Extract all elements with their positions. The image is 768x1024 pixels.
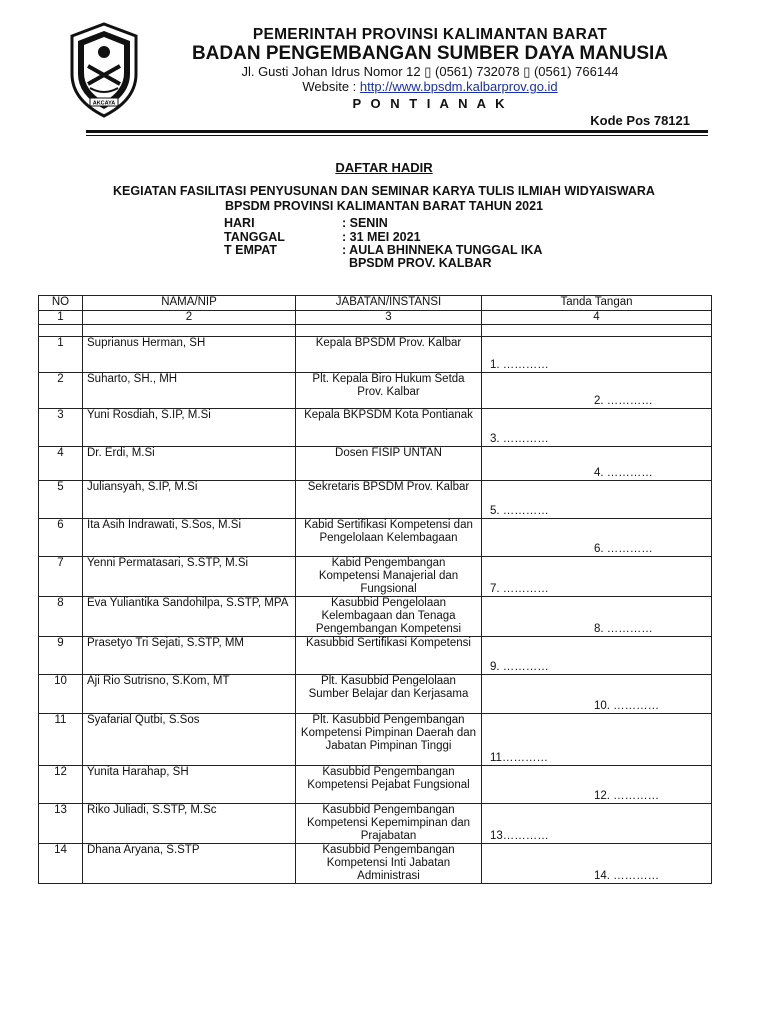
signature-line: 8. …………: [594, 623, 653, 635]
row-name: Yuni Rosdiah, S.IP, M.Si: [83, 409, 296, 447]
table-row: [39, 675, 712, 714]
row-position: Kasubbid Pengelolaan Kelembagaan dan Tenaga Pengembangan Kompetensi: [296, 597, 482, 637]
row-name: Aji Rio Sutrisno, S.Kom, MT: [83, 675, 296, 714]
table-row: [39, 597, 712, 637]
row-number: 1: [39, 337, 83, 373]
signature-line: 11…………: [490, 752, 548, 764]
table-row: [39, 519, 712, 557]
colnum-2: 2: [83, 311, 296, 325]
table-row: [39, 337, 712, 373]
table-row: [39, 637, 712, 675]
row-name: Juliansyah, S.IP, M.Si: [83, 481, 296, 519]
row-number: 7: [39, 557, 83, 597]
row-name: Suprianus Herman, SH: [83, 337, 296, 373]
row-signature-cell[interactable]: [482, 714, 712, 766]
row-number: 6: [39, 519, 83, 557]
row-position: Kasubbid Pengembangan Kompetensi Pejabat Fungsional: [296, 766, 482, 804]
row-position: Dosen FISIP UNTAN: [296, 447, 482, 481]
website-label: Website :: [302, 79, 360, 94]
row-name: Yunita Harahap, SH: [83, 766, 296, 804]
signature-line: 6. …………: [594, 543, 653, 555]
signature-line: 14. …………: [594, 870, 660, 882]
row-number: 11: [39, 714, 83, 766]
table-row: [39, 714, 712, 766]
row-signature-cell[interactable]: [482, 597, 712, 637]
row-position: Plt. Kasubbid Pengelolaan Sumber Belajar dan Kerjasama: [296, 675, 482, 714]
row-signature-cell[interactable]: [482, 373, 712, 409]
row-signature-cell[interactable]: [482, 447, 712, 481]
row-position: Kasubbid Pengembangan Kompetensi Inti Jabatan Administrasi: [296, 844, 482, 884]
header-position: JABATAN/INSTANSI: [296, 296, 482, 311]
colnum-4: 4: [482, 311, 712, 325]
agency-address: Jl. Gusti Johan Idrus Nomor 12 ▯ (0561) 732078 ▯ (0561) 766144: [241, 64, 619, 79]
row-position: Kasubbid Sertifikasi Kompetensi: [296, 637, 482, 675]
letterhead-rule-thick: [86, 130, 708, 133]
table-row: [39, 409, 712, 447]
row-name: Dr. Erdi, M.Si: [83, 447, 296, 481]
government-name: PEMERINTAH PROVINSI KALIMANTAN BARAT: [252, 26, 608, 43]
signature-line: 3. …………: [490, 433, 549, 445]
document-title: DAFTAR HADIR: [335, 160, 433, 175]
postal-code: Kode Pos 78121: [590, 113, 690, 128]
info-place: [224, 243, 542, 257]
table-header-row: [39, 296, 712, 311]
row-position: Kepala BKPSDM Kota Pontianak: [296, 409, 482, 447]
row-signature-cell[interactable]: [482, 766, 712, 804]
header-no: NO: [39, 296, 83, 311]
info-label: HARI: [224, 216, 255, 230]
row-number: 13: [39, 804, 83, 844]
signature-line: 4. …………: [594, 467, 653, 479]
info-day: [224, 216, 388, 230]
row-name: Syafarial Qutbi, S.Sos: [83, 714, 296, 766]
signature-line: 10. …………: [594, 700, 660, 712]
table-spacer-row: [39, 325, 712, 337]
row-signature-cell[interactable]: [482, 675, 712, 714]
row-name: Riko Juliadi, S.STP, M.Sc: [83, 804, 296, 844]
row-number: 4: [39, 447, 83, 481]
table-row: [39, 373, 712, 409]
table-row: [39, 557, 712, 597]
info-value: : 31 MEI 2021: [342, 230, 421, 244]
logo-motto-text: AKCAYA: [92, 100, 116, 107]
row-position: Kabid Pengembangan Kompetensi Manajerial dan Fungsional: [296, 557, 482, 597]
letterhead-rule-thin: [86, 135, 708, 136]
row-number: 12: [39, 766, 83, 804]
row-position: Plt. Kasubbid Pengembangan Kompetensi Pimpinan Daerah dan Jabatan Pimpinan Tinggi: [296, 714, 482, 766]
row-position: Kepala BPSDM Prov. Kalbar: [296, 337, 482, 373]
signature-line: 1. …………: [490, 359, 549, 371]
signature-line: 2. …………: [594, 395, 653, 407]
table-row: [39, 481, 712, 519]
table-row: [39, 844, 712, 884]
info-place-cont: [224, 256, 492, 270]
info-value: : AULA BHINNEKA TUNGGAL IKA: [342, 243, 543, 257]
table-colnum-row: [39, 311, 712, 325]
signature-line: 7. …………: [490, 583, 549, 595]
info-value: BPSDM PROV. KALBAR: [342, 256, 492, 270]
signature-line: 9. …………: [490, 661, 549, 673]
row-position: Kabid Sertifikasi Kompetensi dan Pengelolaan Kelembagaan: [296, 519, 482, 557]
row-position: Kasubbid Pengembangan Kompetensi Kepemimpinan dan Prajabatan: [296, 804, 482, 844]
table-row: [39, 804, 712, 844]
attendance-table: [38, 295, 712, 884]
row-name: Ita Asih Indrawati, S.Sos, M.Si: [83, 519, 296, 557]
row-name: Suharto, SH., MH: [83, 373, 296, 409]
event-organizer: BPSDM PROVINSI KALIMANTAN BARAT TAHUN 2021: [224, 199, 544, 213]
row-signature-cell[interactable]: [482, 337, 712, 373]
row-name: Eva Yuliantika Sandohilpa, S.STP, MPA: [83, 597, 296, 637]
header-name: NAMA/NIP: [83, 296, 296, 311]
row-number: 2: [39, 373, 83, 409]
row-position: Sekretaris BPSDM Prov. Kalbar: [296, 481, 482, 519]
website-link[interactable]: http://www.bpsdm.kalbarprov.go.id: [359, 79, 558, 94]
info-label: T EMPAT: [224, 243, 278, 257]
row-signature-cell[interactable]: [482, 637, 712, 675]
agency-name: BADAN PENGEMBANGAN SUMBER DAYA MANUSIA: [191, 43, 669, 64]
colnum-3: 3: [296, 311, 482, 325]
row-signature-cell[interactable]: [482, 844, 712, 884]
row-number: 5: [39, 481, 83, 519]
signature-line: 5. …………: [490, 505, 549, 517]
city-name: P O N T I A N A K: [352, 96, 508, 111]
colnum-1: 1: [39, 311, 83, 325]
info-label: TANGGAL: [224, 230, 285, 244]
table-row: [39, 447, 712, 481]
row-number: 3: [39, 409, 83, 447]
signature-line: 12. …………: [594, 790, 660, 802]
row-number: 9: [39, 637, 83, 675]
header-signature: Tanda Tangan: [482, 296, 712, 311]
row-name: Dhana Aryana, S.STP: [83, 844, 296, 884]
row-number: 10: [39, 675, 83, 714]
agency-website: [150, 79, 710, 94]
row-signature-cell[interactable]: [482, 409, 712, 447]
attendance-rows: [39, 337, 712, 884]
provincial-emblem-logo: [66, 22, 142, 118]
row-position: Plt. Kepala Biro Hukum Setda Prov. Kalbar: [296, 373, 482, 409]
signature-line: 13…………: [490, 830, 549, 842]
row-signature-cell[interactable]: [482, 481, 712, 519]
event-title: KEGIATAN FASILITASI PENYUSUNAN DAN SEMINAR KARYA TULIS ILMIAH WIDYAISWARA: [113, 184, 655, 198]
row-name: Prasetyo Tri Sejati, S.STP, MM: [83, 637, 296, 675]
table-row: [39, 766, 712, 804]
info-date: [224, 230, 421, 244]
row-number: 8: [39, 597, 83, 637]
row-signature-cell[interactable]: [482, 557, 712, 597]
row-name: Yenni Permatasari, S.STP, M.Si: [83, 557, 296, 597]
info-value: : SENIN: [342, 216, 388, 230]
row-signature-cell[interactable]: [482, 804, 712, 844]
row-number: 14: [39, 844, 83, 884]
row-signature-cell[interactable]: [482, 519, 712, 557]
